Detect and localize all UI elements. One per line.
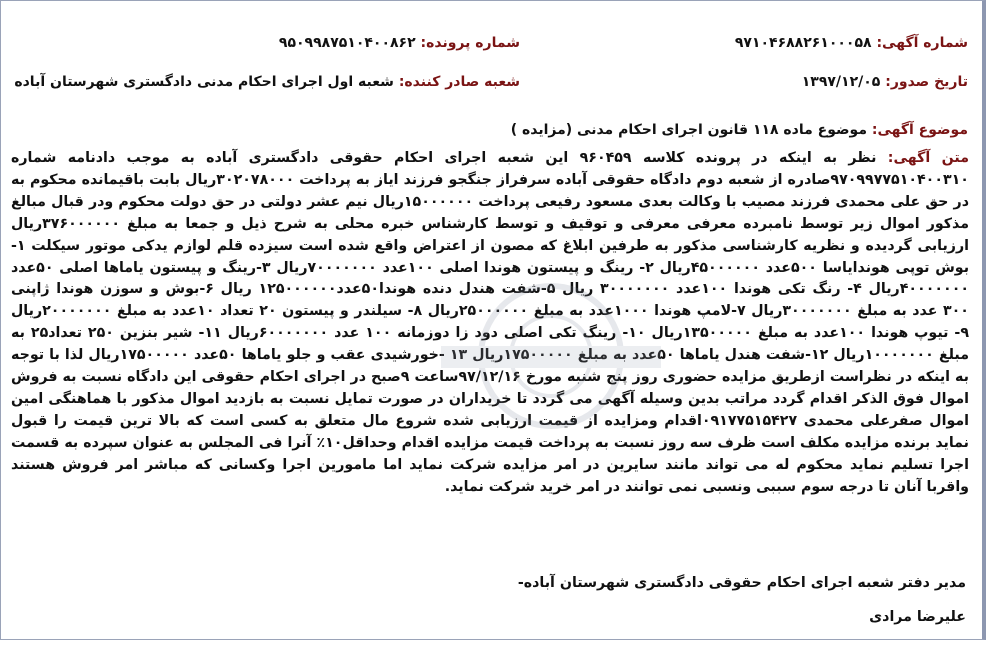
issuer-row: [14, 74, 520, 90]
subject: موضوع ماده ۱۱۸ قانون اجرای احکام مدنی (مزایده ): [510, 122, 867, 138]
notice-number-row: [735, 35, 968, 51]
subject-row: [511, 122, 968, 138]
notice-number-label: شماره آگهی:: [876, 35, 968, 51]
footer-signer: علیرضا مرادی: [869, 609, 966, 625]
body-text: نظر به اینکه در پرونده کلاسه ۹۶۰۴۵۹ این شعبه اجرای احکام حقوقی دادگستری آباده به موجب دادنامه شماره ۹۷۰۹۹۷۷۵۱۰۴۰۰۳۱۰صادره از شعبه دوم دادگاه حقوقی آباده سرفراز جنگجو فرزند ایاز به پرداخت ۳۰۲۰۷۸۰۰۰ریال بابت باقیمانده محکوم به در حق علی محمدی فرزند مصیب با وکالت بعدی مسعود رفیعی پرداخت ۱۵۰۰۰۰۰۰ریال نیم عشر دولتی در حق دولت محکوم ودر قبال مبالغ مذکور اموال زیر توسط نامبرده معرفی معرفی و توقیف و توسط کارشناس خبره محلی به شرح ذیل و جمعا به مبلغ ۳۷۶۰۰۰۰۰۰ریال ارزیابی گردیده و نظریه کارشناسی مذکور به طرفین ابلاغ که مصون از اعتراض واقع شده است سیزده قلم لوازم یدکی موتور سیکلت ۱-بوش توپی هوندایاسا ۵۰۰عدد ۴۵۰۰۰۰۰۰ریال ۲- رینگ و پیستون هوندا اصلی ۱۰۰عدد ۷۰۰۰۰۰۰۰ریال ۳-رینگ و پیستون یاماها اصلی ۵۰عدد ۴۰۰۰۰۰۰۰ریال ۴- رنگ تکی هوندا ۱۰۰عدد ۳۰۰۰۰۰۰۰ ریال ۵-شفت هندل دنده هوندا۵۰عدد۱۲۵۰۰۰۰۰۰ ریال ۶-بوش و سوزن هوندا ژاپنی ۳۰۰ عدد به مبلغ ۳۰۰۰۰۰۰۰ریال ۷-لامپ هوندا ۱۰۰۰عدد به مبلغ ۲۵۰۰۰۰۰۰ریال ۸- سیلندر و پیستون ۲۰ تعداد ۱۰عدد به مبلغ ۲۰۰۰۰۰۰۰ریال ۹- تیوپ هوندا ۱۰۰عدد به مبلغ ۱۳۵۰۰۰۰۰ریال ۱۰- رینگ تکی اصلی دود زا دوزمانه ۱۰۰ عدد ۶۰۰۰۰۰۰۰ریال ۱۱- شیر بنزین ۲۵۰ تعداد۲۵ به مبلغ ۱۰۰۰۰۰۰۰ریال ۱۲-شفت هندل یاماها ۵۰عدد به مبلغ ۱۷۵۰۰۰۰۰ریال ۱۳ -خورشیدی عقب و جلو یاماها ۵۰عدد ۱۷۵۰۰۰۰۰ریال لذا با توجه به اینکه در نظراست ازطریق مزایده حضوری روز پنج شنبه مورخ ۹۷/۱۲/۱۶ساعت ۹صبح در اجرای احکام حقوقی این دادگاه نسبت به فروش اموال فوق الذکر اقدام گردد مراتب بدین وسیله آگهی می گردد تا خریداران در صورت تمایل نسبت به بازدید اموال مذکور با هماهنگی امین اموال صفرعلی محمدی ۰۹۱۷۷۵۱۵۴۲۷اقدام ومزایده از قیمت ارزیابی شده شروع مال متعلق به کسی است که بالا ترین قیمت را قبول نماید برنده مزایده مکلف است ظرف سه روز نسبت به پرداخت قیمت مزایده اقدام وحداقل۱۰٪ آنرا فی المجلس به عنوان سپرده به قسمت اجرا تسلیم نماید محکوم له می تواند مانند سایرین در امر مزایده شرکت نماید اما مامورین اجرا وکسانی که مباشر امر فروش هستند واقربا آنان تا درجه سوم سببی ونسبی نمی توانند در امر خرید شرکت نماید.: [11, 150, 970, 495]
issue-date-label: تاریخ صدور:: [885, 74, 968, 90]
file-number-label: شماره پرونده:: [420, 35, 520, 51]
body-label: متن آگهی:: [887, 150, 969, 166]
subject-label: موضوع آگهی:: [871, 122, 968, 138]
notice-body: [11, 148, 969, 499]
issue-date: ۱۳۹۷/۱۲/۰۵: [801, 74, 881, 90]
file-number-row: [279, 35, 520, 51]
file-number: ۹۵۰۹۹۸۷۵۱۰۴۰۰۸۶۲: [278, 35, 416, 51]
issuer: شعبه اول اجرای احکام مدنی دادگستری شهرستان آباده: [14, 74, 394, 90]
issuer-label: شعبه صادر کننده:: [398, 74, 520, 90]
issue-date-row: [802, 74, 968, 90]
footer-office: مدیر دفتر شعبه اجرای احکام حقوقی دادگستری شهرستان آباده-: [517, 575, 966, 591]
notice-number: ۹۷۱۰۴۶۸۸۲۶۱۰۰۰۵۸: [734, 35, 872, 51]
